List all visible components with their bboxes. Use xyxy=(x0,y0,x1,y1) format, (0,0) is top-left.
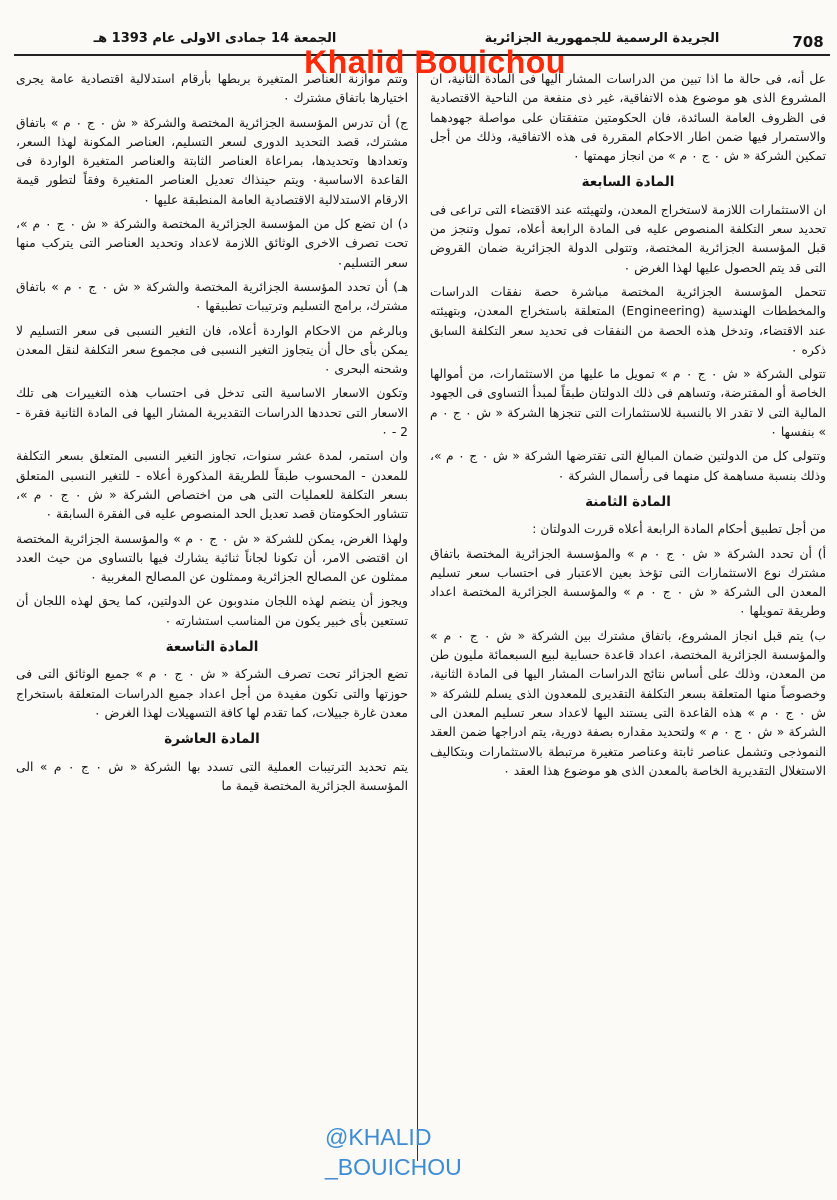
issue-date: الجمعة 14 جمادى الاولى عام 1393 هـ xyxy=(93,31,337,46)
paragraph: هـ) أن تحدد المؤسسة الجزائرية المختصة والشركة « ش ٠ ج ٠ م » باتفاق مشترك، برامج التسليم وترتيبات تطبيقها ٠ xyxy=(16,279,408,314)
paragraph: وان استمر، لمدة عشر سنوات، تجاوز التغير النسبى المتعلق بسعر التكلفة للمعدن - المحسوب طبقاً للطريقة المذكورة أعلاه - للتغير النسبى المتعلق بسعر التكلفة للعمليات التى هى من اختصاص الشركة « ش ٠ ج ٠ م »، تتشاور الحكومتان قصد تعديل الحد المنصوص عليه فى الفقرة السابقة ٠ xyxy=(16,449,408,522)
paragraph: وتتولى كل من الدولتين ضمان المبالغ التى تقترضها الشركة « ش ٠ ج ٠ م »، وذلك بنسبة مساهمة كل منهما فى رأسمال الشركة ٠ xyxy=(430,449,826,483)
watermark-bottom-line1: @KHALID xyxy=(325,1124,432,1150)
paragraph: تتحمل المؤسسة الجزائرية المختصة مباشرة حصة نفقات الدراسات والمخططات الهندسية (Engineering) المتعلقة باستخراج المعدن، وبتهيئته عند الاقتضاء، وتدخل هذه الحصة من النفقات فى تحديد سعر التكلفة السابق ذكره ٠ xyxy=(430,284,826,357)
paragraph: تضع الجزائر تحت تصرف الشركة « ش ٠ ج ٠ م » جميع الوثائق التى فى حوزتها والتى تكون مفيدة من أجل اعداد جميع الدراسات المتعلقة باستخراج معدن غارة جبيلات، كما تقدم لها كافة التسهيلات لهذا الغرض ٠ xyxy=(16,667,408,720)
paragraph: ان الاستثمارات اللازمة لاستخراج المعدن، ولتهيئته عند الاقتضاء التى تراعى فى تحديد سعر التكلفة المنصوص عليه فى المادة الرابعة أعلاه، تمول وتنجز من قبل المؤسسة الجزائرية المختصة، وتتولى الدولة الجزائرية ضمان القروض التى قد يتم الحصول عليها لهذا الغرض ٠ xyxy=(430,202,826,275)
paragraph: عل أنه، فى حالة ما اذا تبين من الدراسات المشار اليها فى المادة الثانية، ان المشروع الذى هو موضوع هذه الاتفاقية، غير ذى منفعة من الناحية الاقتصادية فى الظروف العامة السائدة، فان الحكومتين متفقتان على مواصلة جهودهما والاستمرار فيها ضمن اطار الاحكام المقررة فى هذه الاتفاقية، وذلك من أجل تمكين الشركة « ش ٠ ج ٠ م » من انجاز مهمتها ٠ xyxy=(430,72,826,164)
paragraph: ج) أن تدرس المؤسسة الجزائرية المختصة والشركة « ش ٠ ج ٠ م » باتفاق مشترك، قصد التحديد الدورى لسعر التسليم، العناصر المكونة لهذا السعر، وتعدادها وتحديدها، بمراعاة العناصر الثابتة والعناصر المتغيرة الواردة فى القاعدة الاساسية٠ ويتم حينذاك تعديل العناصر المتغيرة وفقاً لتطور قيمة الارقام الاستدلالية الاقتصادية العامة المنطبقة عليها ٠ xyxy=(16,115,408,207)
right-column xyxy=(430,70,826,786)
article-heading: المادة السابعة xyxy=(581,174,675,191)
article-heading: المادة التاسعة xyxy=(165,639,259,656)
paragraph: ولهذا الغرض، يمكن للشركة « ش ٠ ج ٠ م » والمؤسسة الجزائرية المختصة ان اقتضى الامر، أن تكونا لجاناً ثنائية يشارك فيها بالتساوى من حيث العدد ممثلون عن المصالح الجزائرية وممثلون عن المصالح المغربية ٠ xyxy=(16,531,408,585)
left-column xyxy=(16,70,408,801)
paragraph: يتم تحديد الترتيبات العملية التى تسدد بها الشركة « ش ٠ ج ٠ م » الى المؤسسة الجزائرية المختصة قيمة ما xyxy=(16,759,409,793)
paragraph: وتتم موازنة العناصر المتغيرة بربطها بأرقام استدلالية اقتصادية عامة يجرى اختيارها باتفاق مشترك ٠ xyxy=(16,72,408,106)
paragraph: أ) أن تحدد الشركة « ش ٠ ج ٠ م » والمؤسسة الجزائرية المختصة باتفاق مشترك نوع الاستثمارات التى تؤخذ بعين الاعتبار فى احتساب سعر تسليم المعدن الى الشركة « ش ٠ ج ٠ م » والمؤسسة الجزائرية المختصة اعداد وطريقة تمويلها ٠ xyxy=(430,546,827,619)
paragraph: ب) يتم قبل انجاز المشروع، باتفاق مشترك بين الشركة « ش ٠ ج ٠ م » والمؤسسة الجزائرية المختصة، اعداد قاعدة حسابية لبيع السبعمائة مليون طن من المعدن، وذلك على أساس نتائج الدراسات المشار اليها فى المادة الثانية، وخصوصاً منها المتعلقة بسعر التكلفة التقديرى للمعدون الذى يسلم للشركة « ش ٠ ج ٠ م » هذه القاعدة التى يستند اليها لاعداد سعر تسليم المعدن الى الشركة « ش ٠ ج ٠ م » ولتحديد مقداره بصفة دورية، يتم ادراجها ضمن العقد النموذجى وتشمل عناصر ثابتة وعناصر متغيرة مرتبطة بالاستثمارات وبتكاليف الاستغلال التقديرية الخاصة بالمعدن الذى هو موضوع هذا العقد ٠ xyxy=(430,628,826,778)
article-heading: المادة الثامنة xyxy=(585,493,671,510)
column-divider xyxy=(417,66,418,1161)
paragraph: وتكون الاسعار الاساسية التى تدخل فى احتساب هذه التغييرات هى تلك الاسعار التى تحددها الدراسات التقديرية المشار اليها فى المادة الثانية فقرة - 2 - ٠ xyxy=(16,386,408,440)
paragraph: تتولى الشركة « ش ٠ ج ٠ م » تمويل ما عليها من الاستثمارات، من أموالها الخاصة أو المقترضة، وتساهم فى ذلك الدولتان طبقاً لمبدأ التساوى فى الجهود المالية التى لا تقدر الا بالنسبة للاستثمارات التى تنجزها الشركة « ش ٠ ج ٠ م » بنفسها ٠ xyxy=(430,367,827,440)
watermark-bottom-line2: _BOUICHOU xyxy=(325,1154,462,1180)
article-heading: المادة العاشرة xyxy=(164,731,260,748)
watermark-bottom xyxy=(325,1122,530,1182)
newspaper-title: الجريدة الرسمية للجمهورية الجزائرية xyxy=(484,31,720,46)
page-number: 708 xyxy=(792,33,824,51)
paragraph: ويجوز أن ينضم لهذه اللجان مندوبون عن الدولتين، كما يحق لهذه اللجان أن تستعين بأى خبير يكون من المناسب استشارته ٠ xyxy=(16,594,408,628)
watermark-top: Khalid Bouichou xyxy=(304,44,566,80)
paragraph: وبالرغم من الاحكام الواردة أعلاه، فان التغير النسبى فى سعر التسليم لا يمكن بأى حال أن يتجاوز التغير النسبى فى مجموع سعر التكلفة لنقل المعدن وشحنه البحرى ٠ xyxy=(16,323,408,377)
paragraph: د) ان تضع كل من المؤسسة الجزائرية المختصة والشركة « ش ٠ ج ٠ م »، تحت تصرف الاخرى الوثائق اللازمة لاعداد وتحديد العناصر التى يتركب منها سعر التسليم٠ xyxy=(16,217,408,270)
paragraph: من أجل تطبيق أحكام المادة الرابعة أعلاه قررت الدولتان : xyxy=(532,522,826,537)
